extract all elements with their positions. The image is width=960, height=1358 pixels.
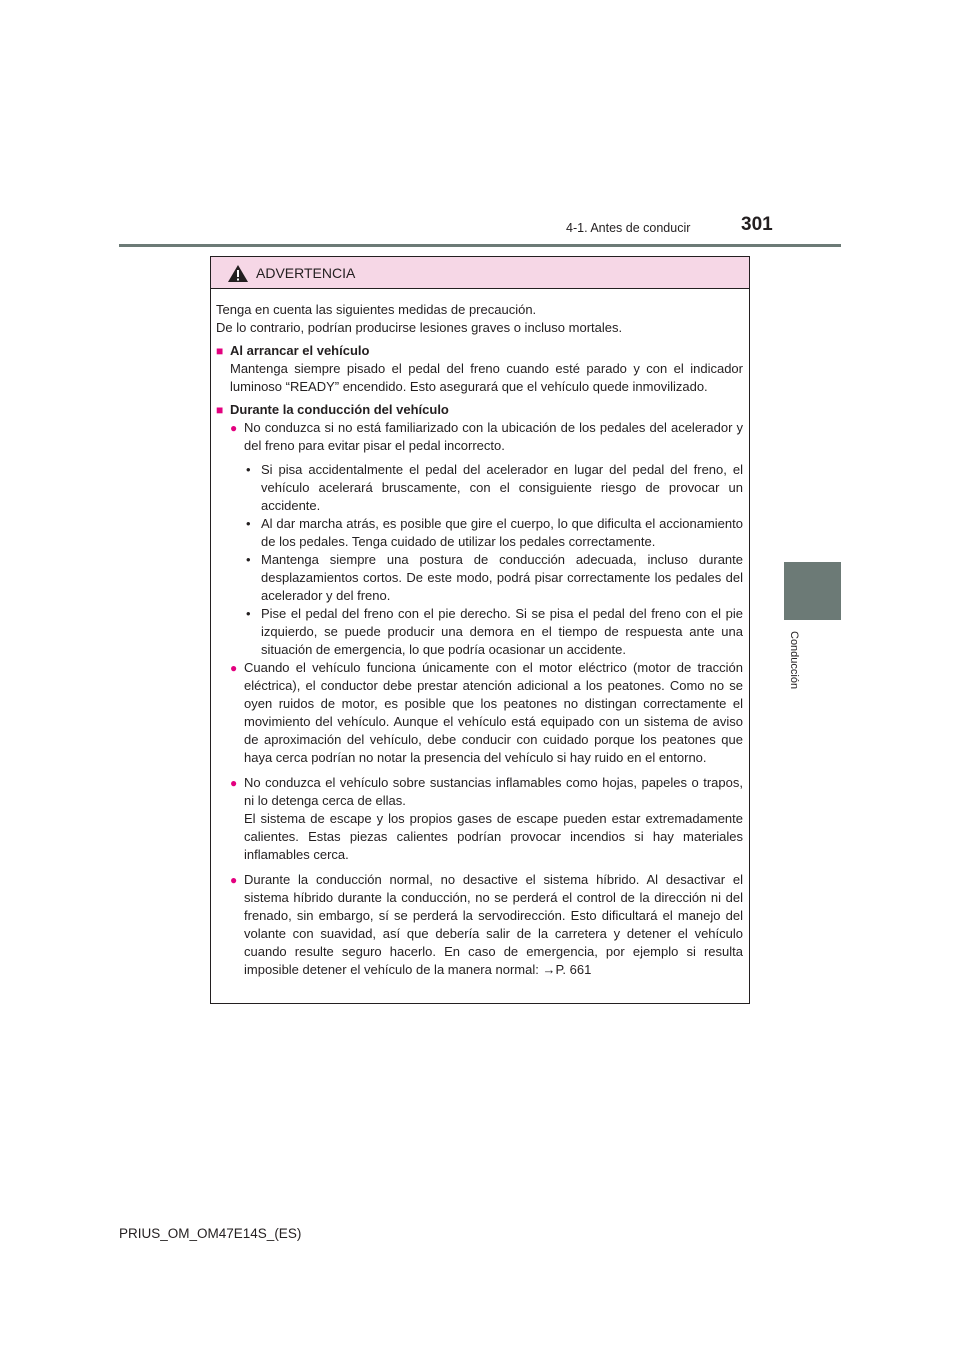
chapter-number: 4 bbox=[809, 1142, 816, 1153]
sub-list-item bbox=[244, 551, 743, 605]
list-item bbox=[216, 871, 743, 979]
list-item-text: Durante la conducción normal, no desactive el sistema híbrido. Al desactivar el sistema híbrido durante la conducción, no se perderá el control de la dirección ni del frenado, sin embargo, sí se perderá la servodirección. Esto dificultará el manejo del volante con suavidad, así que debería salir de la carretera y detener el vehículo cuando resulte seguro hacerlo. En caso de emergencia, por ejemplo si resulta imposible detener el vehículo de la manera normal: →P. 661 bbox=[244, 872, 743, 977]
chapter-label: Conducción bbox=[788, 631, 800, 690]
sub-list-item bbox=[244, 461, 743, 515]
header-rule bbox=[119, 244, 841, 247]
list-item-text: Cuando el vehículo funciona únicamente con el motor eléctrico (motor de tracción eléctrica), el conductor debe prestar atención adicional a los peatones. Como no se oyen ruidos de motor, es posible que los peatones no distingan correctamente el movimiento del vehículo. Aunque el vehículo está equipado con un sistema de aviso de aproximación del vehículo, debe conducir con cuidado porque los peatones que haya cerca podrían no notar la presencia del vehículo si hay ruido en el entorno. bbox=[244, 660, 743, 765]
intro-line: De lo contrario, podrían producirse lesiones graves o incluso mortales. bbox=[216, 320, 623, 335]
warning-box bbox=[210, 256, 750, 1004]
sub-list-item bbox=[244, 605, 743, 659]
page-number: 301 bbox=[741, 214, 773, 235]
warning-header bbox=[211, 257, 749, 289]
section-title: Durante la conducción del vehículo bbox=[230, 402, 449, 417]
list-item-text: No conduzca el vehículo sobre sustancias inflamables como hojas, papeles o trapos, ni lo detenga cerca de ellas. bbox=[244, 775, 743, 808]
section-paragraph: Mantenga siempre pisado el pedal del freno cuando esté parado y con el indicador luminoso “READY” encendido. Esto asegurará que el vehículo quede inmovilizado. bbox=[230, 361, 743, 394]
sub-list-item-text: Pise el pedal del freno con el pie derecho. Si se pisa el pedal del freno con el pie izquierdo, se puede producir una demora en el tiempo de respuesta ante una situación de emergencia, lo que podría ocasionar un accidente. bbox=[261, 606, 743, 657]
square-bullet-icon: ■ bbox=[216, 403, 224, 417]
list-item bbox=[216, 774, 743, 864]
section-title: Al arrancar el vehículo bbox=[230, 343, 370, 358]
sub-list-item-text: Si pisa accidentalmente el pedal del acelerador en lugar del pedal del freno, el vehículo acelerará bruscamente, con el consiguiente riesgo de provocar un accidente. bbox=[261, 462, 743, 513]
document-id: PRIUS_OM_OM47E14S_(ES) bbox=[119, 1226, 302, 1241]
warning-body bbox=[216, 301, 743, 979]
warning-triangle-icon bbox=[227, 264, 249, 283]
list-item-text: No conduzca si no está familiarizado con la ubicación de los pedales del acelerador y del freno para evitar pisar el pedal incorrecto. bbox=[244, 420, 743, 453]
circle-bullet-icon: ● bbox=[230, 661, 238, 675]
circle-bullet-icon: ● bbox=[230, 873, 238, 887]
dot-bullet-icon: • bbox=[246, 606, 251, 621]
sub-list-item-text: Mantenga siempre una postura de conducción adecuada, incluso durante desplazamientos cortos. De este modo, podrá pisar correctamente los pedales del acelerador y del freno. bbox=[261, 552, 743, 603]
warning-intro bbox=[216, 301, 743, 337]
sub-list-item-text: Al dar marcha atrás, es posible que gire el cuerpo, lo que dificulta el accionamiento de los pedales. Tenga cuidado de utilizar los pedales correctamente. bbox=[261, 516, 743, 549]
sub-list bbox=[216, 461, 743, 659]
list-item bbox=[216, 659, 743, 767]
circle-bullet-icon: ● bbox=[230, 776, 238, 790]
warning-title: ADVERTENCIA bbox=[256, 265, 356, 281]
section-heading bbox=[216, 401, 743, 419]
list-item-text: El sistema de escape y los propios gases de escape pueden estar extremadamente calientes. Estas piezas calientes podrían provocar incendios si hay materiales inflamables cerca. bbox=[244, 811, 743, 862]
section-heading bbox=[216, 342, 743, 360]
dot-bullet-icon: • bbox=[246, 552, 251, 567]
sub-list-item bbox=[244, 515, 743, 551]
square-bullet-icon: ■ bbox=[216, 344, 224, 358]
header-section-title: 4-1. Antes de conducir bbox=[566, 221, 691, 235]
dot-bullet-icon: • bbox=[246, 462, 251, 477]
list-item bbox=[216, 419, 743, 455]
list-item-content bbox=[244, 774, 743, 864]
circle-bullet-icon: ● bbox=[230, 421, 238, 435]
dot-bullet-icon: • bbox=[246, 516, 251, 531]
intro-line: Tenga en cuenta las siguientes medidas de precaución. bbox=[216, 302, 537, 317]
